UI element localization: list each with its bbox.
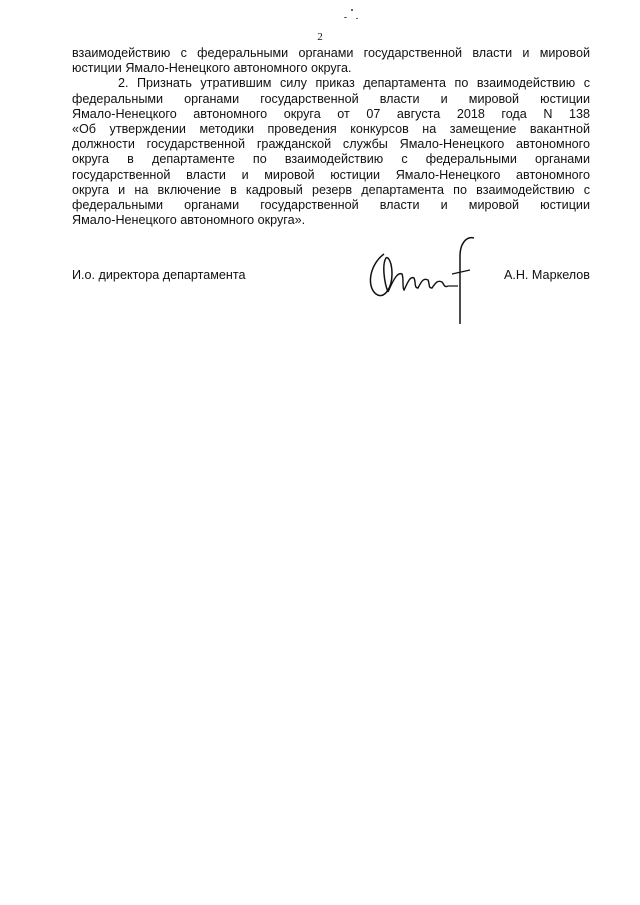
- signature-block: [72, 268, 590, 328]
- text-line: должности государственной гражданской службы Ямало-Ненецкого автономного: [72, 137, 590, 152]
- scan-speck: [356, 18, 358, 19]
- paragraph-continuation: [72, 46, 590, 76]
- text-line: «Об утверждении методики проведения конкурсов на замещение вакантной: [72, 122, 590, 137]
- text-line: Ямало-Ненецкого автономного округа».: [72, 213, 306, 228]
- paragraph-item-2: [72, 76, 590, 228]
- text-line: федеральными органами государственной власти и мировой юстиции: [72, 91, 590, 106]
- signer-position: И.о. директора департамента: [72, 268, 246, 282]
- scan-speck: [344, 17, 347, 18]
- text-line: государственной власти и мировой юстиции Ямало-Ненецкого автономного: [72, 167, 590, 182]
- text-line: Ямало-Ненецкого автономного округа от 07 августа 2018 года N 138: [72, 106, 590, 121]
- text-line: 2. Признать утратившим силу приказ департамента по взаимодействию с: [118, 76, 590, 91]
- text-line: округа в департаменте по взаимодействию с федеральными органами: [72, 152, 590, 167]
- text-line: округа и на включение в кадровый резерв департамента по взаимодействию с: [72, 182, 590, 197]
- page-number: 2: [317, 31, 323, 43]
- text-line: взаимодействию с федеральными органами государственной власти и мировой: [72, 46, 590, 60]
- scan-speck: [351, 9, 353, 11]
- text-line: федеральными органами государственной власти и мировой юстиции: [72, 198, 590, 213]
- signer-name: А.Н. Маркелов: [503, 268, 590, 282]
- handwritten-signature: [362, 234, 480, 326]
- document-body: [72, 46, 590, 228]
- text-line: юстиции Ямало-Ненецкого автономного округа.: [72, 61, 352, 76]
